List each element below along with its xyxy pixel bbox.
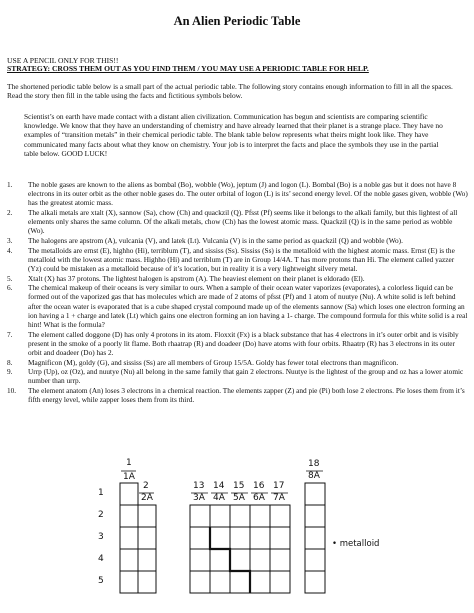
clue-number: 9.: [7, 367, 13, 377]
clue-text: The chemical makeup of their oceans is very similar to ours. When a sample of their ocean water vaporizes (evaporates), a colorless liquid can be formed out of the vaporized gas that has molecules which are made of 2 atoms of pfsst (Pf) and 1 atom of nuutye (Nu). A white solid is left behind after the ocean water is evaporated that is a cube shaped crystal compound made up of the elements sannow (Sa) which loses one electron forming an ion having a 1 + charge and latek (Lt) which gains one electron forming an ion having a 1- charge. The compound formula for this white solid is a real hint! What is the formula?: [28, 283, 468, 329]
group-3a-label: 3A: [193, 493, 205, 503]
table-cell[interactable]: [230, 549, 250, 571]
table-cell[interactable]: [120, 527, 138, 549]
clue-text: Magnificon (M), goldy (G), and sississ (Ss) are all members of Group 15/5A. Goldy has fewer total electrons than magnificon.: [28, 357, 399, 367]
table-cell[interactable]: [305, 549, 325, 571]
table-cell[interactable]: [250, 505, 270, 527]
clue-number: 6.: [7, 283, 13, 293]
period-4-label: 4: [98, 554, 104, 564]
table-cell[interactable]: [210, 505, 230, 527]
table-cell[interactable]: [270, 549, 290, 571]
table-cell[interactable]: [190, 549, 210, 571]
clue-number: 1.: [7, 180, 13, 189]
table-cell[interactable]: [250, 527, 270, 549]
table-cell[interactable]: [305, 527, 325, 549]
table-cell[interactable]: [250, 571, 270, 593]
intro-paragraph: The shortened periodic table below is a small part of the actual periodic table. The following story contains enough information to fill in all the spaces. Read the story then fill in the table using the facts and fictitious symbols below.: [7, 82, 453, 101]
table-cell[interactable]: [270, 571, 290, 593]
table-cell[interactable]: [230, 527, 250, 549]
table-cell[interactable]: [270, 505, 290, 527]
table-cell[interactable]: [138, 549, 156, 571]
table-cell[interactable]: [230, 571, 250, 593]
clue-text: Urrp (Up), oz (Oz), and nuutye (Nu) all belong in the same family that gain 2 electrons. Nuutye is the lightest of the group and oz has a lower atomic number than urrp.: [28, 367, 464, 386]
clue-text: The alkali metals are xtalt (X), sannow (Sa), chow (Ch) and quackzil (Q). Pfsst (Pf) seems like it belongs to the alkali family, but this lightest of all elements only shares the same column. Of the alkali metals, chow (Ch) has the lowest atomic mass. Quackzil (Q) is in the same period as wobble (Wo).: [28, 208, 458, 236]
table-cell[interactable]: [190, 527, 210, 549]
table-cell[interactable]: [305, 505, 325, 527]
table-cell[interactable]: [305, 571, 325, 593]
group-4a-label: 4A: [213, 493, 225, 503]
clue-number: 8.: [7, 357, 13, 367]
table-cell[interactable]: [138, 527, 156, 549]
table-cell[interactable]: [250, 549, 270, 571]
page-title: An Alien Periodic Table: [173, 14, 301, 28]
group-8a-label: 8A: [308, 471, 320, 481]
table-cell[interactable]: [120, 549, 138, 571]
clue-text: The element anatom (An) loses 3 electrons in a chemical reaction. The elements zapper (Z) and pie (Pi) both lose 2 electrons. Pie loses them from it’s fifth energy level, while zapper loses them from its third.: [28, 385, 465, 405]
table-cell[interactable]: [210, 571, 230, 593]
group-14-label: 14: [213, 481, 225, 491]
group-2a-label: 2A: [141, 493, 153, 503]
group-2-label: 2: [143, 481, 149, 491]
table-cell[interactable]: [138, 571, 156, 593]
table-cell[interactable]: [210, 527, 230, 549]
metalloid-annotation: • metalloid: [332, 539, 380, 549]
table-cell[interactable]: [270, 527, 290, 549]
clue-number: 7.: [7, 329, 13, 339]
table-cell[interactable]: [210, 549, 230, 571]
clue-number: 4.: [7, 245, 13, 255]
clue-text: The element called doggone (D) has only 4 protons in its atom. Floxxit (Fx) is a black substance that has 4 electrons in it’s outer orbit and is visibly present in the smoke of a poorly lit flame. Both rhaatrap (R) and doadeer (Do) have atoms with four orbits. Rhaatrp (R) has 3 electrons in its outer orbit and doadeer (Do) has 2.: [28, 329, 459, 357]
group-5a-label: 5A: [233, 493, 245, 503]
group-7a-label: 7A: [273, 493, 285, 503]
table-cell[interactable]: [120, 505, 138, 527]
clue-text: The noble gases are known to the aliens as bombal (Bo), wobble (Wo), jeptum (J) and logon (L). Bombal (Bo) is a noble gas but it does not have 8 electrons in its outer orbit as the other noble gases do. The outer orbital of logon (L) is its’ second energy level. Of the noble gases given, wobble (Wo) has the greatest atomic mass.: [28, 180, 468, 208]
group-15-label: 15: [233, 481, 245, 491]
strategy-instruction: STRATEGY: CROSS THEM OUT AS YOU FIND THEM / YOU MAY USE A PERIODIC TABLE FOR HELP.: [7, 64, 369, 73]
period-2-label: 2: [98, 510, 104, 520]
table-cell[interactable]: [138, 505, 156, 527]
story-paragraph: Scientist’s on earth have made contact with a distant alien civilization. Communication has begun and scientists are comparing scientific knowledge. We know that they have an understanding of chemistry and have already learned that their planet is a strange place. They have no examples of “transition metals” in their chemical periodic table. The blank table below represents what theirs might look like. They have communicated many facts about what they know on chemistry. Your job is to interpret the facts and place the symbols they use in the partial table below. GOOD LUCK!: [24, 112, 443, 158]
clue-text: Xtalt (X) has 37 protons. The lightest halogen is apstrom (A). The heaviest element on their planet is eldorado (El).: [28, 273, 365, 283]
period-1-label: 1: [98, 488, 104, 498]
table-cell[interactable]: [305, 483, 325, 505]
period-3-label: 3: [98, 532, 104, 542]
pencil-instruction: USE A PENCIL ONLY FOR THIS!!: [7, 56, 119, 65]
table-cell[interactable]: [120, 571, 138, 593]
clue-number: 10.: [7, 385, 17, 395]
table-cell[interactable]: [190, 571, 210, 593]
table-cell[interactable]: [230, 505, 250, 527]
table-cell[interactable]: [190, 505, 210, 527]
clue-number: 5.: [7, 273, 13, 283]
clue-text: The metalloids are ernst (E), highho (Hi), terriblum (T), and sississ (Ss). Sississ (Ss) is the metalloid with the highest atomic mass. Ernst (E) is the metalloid with the lowest atomic mass. Highho (Hi) and terriblum (T) are in Group 14/4A. T has more protons than Hi. The element called yazzer (Yz) could be mistaken as a metalloid because of it’s location, but in reality it is a very lightweight silvery metal.: [28, 245, 455, 273]
table-cell[interactable]: [120, 483, 138, 505]
group-6a-label: 6A: [253, 493, 265, 503]
group-17-label: 17: [273, 481, 285, 491]
group-13-label: 13: [193, 481, 205, 491]
period-5-label: 5: [98, 576, 104, 586]
group-18-label: 18: [308, 459, 320, 469]
clue-number: 2.: [7, 208, 13, 217]
group-16-label: 16: [253, 481, 265, 491]
clue-text: The halogens are apstrom (A), vulcania (V), and latek (Lt). Vulcania (V) is in the same period as quackzil (Q) and wobble (Wo).: [28, 236, 403, 245]
group-1a-label: 1A: [123, 472, 135, 482]
group-1-label: 1: [126, 458, 132, 468]
clue-number: 3.: [7, 236, 13, 245]
